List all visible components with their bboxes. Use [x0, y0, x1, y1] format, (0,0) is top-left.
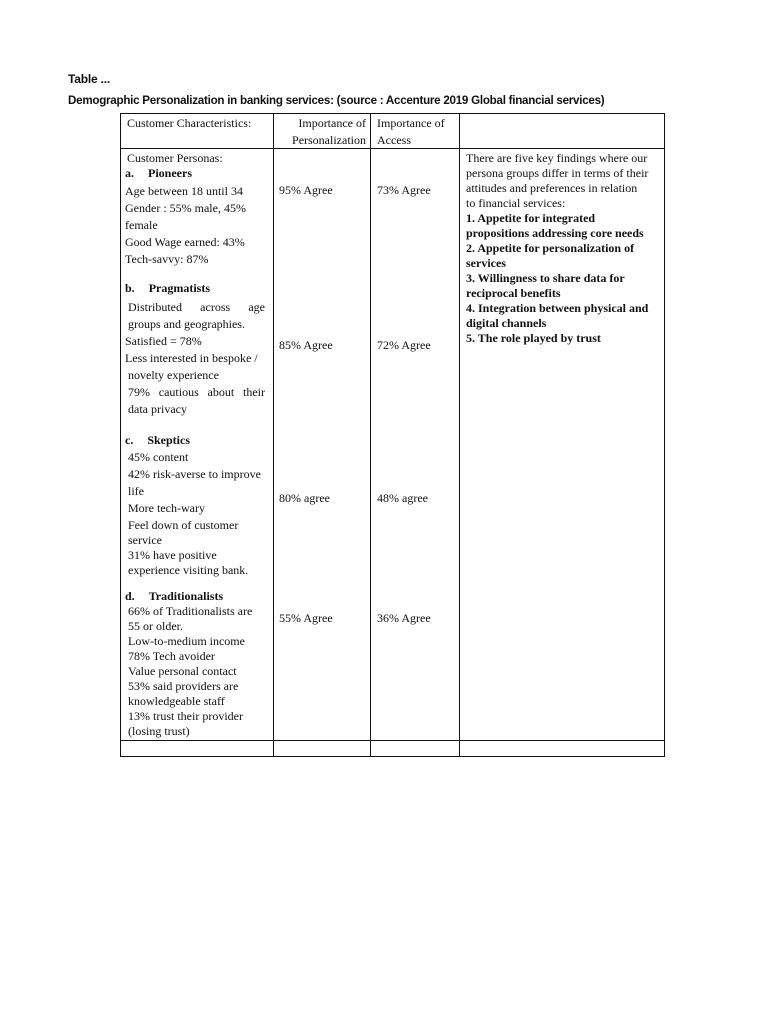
- list-item: Low-to-medium income: [128, 634, 245, 648]
- access-value-traditionalists: 36% Agree: [377, 611, 431, 625]
- list-item: 78% Tech avoider: [128, 649, 215, 663]
- list-item: Value personal contact: [128, 664, 237, 678]
- key-findings: [466, 151, 666, 346]
- list-item: 13% trust their provider: [128, 709, 243, 723]
- persona-title-pragmatists: b. Pragmatists: [125, 281, 211, 295]
- list-item: (losing trust): [128, 724, 190, 738]
- access-value-pioneers: 73% Agree: [377, 183, 431, 197]
- list-item: 42% risk-averse to improve: [128, 467, 261, 481]
- finding-item: 5. The role played by trust: [466, 331, 601, 345]
- list-item: 31% have positive: [128, 548, 217, 562]
- list-item: Feel down of customer: [128, 518, 239, 532]
- list-item: life: [128, 484, 144, 498]
- findings-intro-line: There are five key findings where our: [466, 151, 648, 165]
- list-item: data privacy: [128, 402, 187, 416]
- finding-item: 1. Appetite for integrated propositions addressing core needs: [466, 211, 644, 240]
- personalization-value-pioneers: 95% Agree: [279, 183, 333, 197]
- list-item: 53% said providers are: [128, 679, 239, 693]
- list-item: Good Wage earned: 43%: [125, 235, 245, 249]
- personas-heading: Customer Personas:: [127, 151, 223, 165]
- column-divider: [459, 114, 460, 756]
- list-item: Tech-savvy: 87%: [125, 252, 209, 266]
- list-item: Less interested in bespoke /: [125, 351, 258, 365]
- header-customer-characteristics: Customer Characteristics:: [127, 116, 252, 130]
- persona-title-skeptics: c. Skeptics: [125, 433, 191, 447]
- list-item: 45% content: [128, 450, 189, 464]
- list-item: Satisfied = 78%: [125, 334, 202, 348]
- persona-title-traditionalists: d. Traditionalists: [125, 589, 224, 603]
- table-caption: Demographic Personalization in banking services: (source : Accenture 2019 Global financial services): [68, 94, 605, 107]
- persona-details-traditionalists: [128, 604, 278, 739]
- list-item: Age between 18 until 34: [125, 184, 243, 198]
- column-divider: [370, 114, 371, 756]
- finding-item: 3. Willingness to share data for reciprocal benefits: [466, 271, 625, 300]
- persona-title-pioneers: a. Pioneers: [125, 166, 192, 180]
- persona-table: [120, 113, 665, 757]
- list-item: 79% cautious about their: [128, 385, 265, 399]
- persona-details-pioneers: [125, 183, 275, 268]
- access-value-skeptics: 48% agree: [377, 491, 428, 505]
- list-item: Gender : 55% male, 45%: [125, 201, 246, 215]
- list-item: More tech-wary: [128, 501, 205, 515]
- personalization-value-pragmatists: 85% Agree: [279, 338, 333, 352]
- list-item: 66% of Traditionalists are: [128, 604, 253, 618]
- list-item: experience visiting bank.: [128, 563, 249, 577]
- table-label: Table ...: [68, 72, 110, 86]
- list-item: female: [125, 218, 158, 232]
- row-divider: [121, 740, 664, 741]
- header-importance-personalization: Importance of Personalization: [292, 116, 366, 147]
- findings-intro-line: attitudes and preferences in relation: [466, 181, 638, 195]
- header-importance-access: Importance of Access: [377, 116, 445, 147]
- finding-item: 2. Appetite for personalization of services: [466, 241, 635, 270]
- finding-item: 4. Integration between physical and digital channels: [466, 301, 649, 330]
- list-item: novelty experience: [128, 368, 219, 382]
- persona-details-skeptics: [128, 450, 278, 578]
- list-item: groups and geographies.: [128, 317, 245, 331]
- list-item: knowledgeable staff: [128, 694, 225, 708]
- list-item: service: [128, 533, 162, 547]
- persona-details-pragmatists: [125, 299, 265, 418]
- row-divider: [121, 148, 664, 149]
- access-value-pragmatists: 72% Agree: [377, 338, 431, 352]
- personalization-value-skeptics: 80% agree: [279, 491, 330, 505]
- list-item: 55 or older.: [128, 619, 183, 633]
- personalization-value-traditionalists: 55% Agree: [279, 611, 333, 625]
- list-item: Distributed across age: [128, 300, 265, 314]
- findings-intro-line: to financial services:: [466, 196, 566, 210]
- findings-intro-line: persona groups differ in terms of their: [466, 166, 649, 180]
